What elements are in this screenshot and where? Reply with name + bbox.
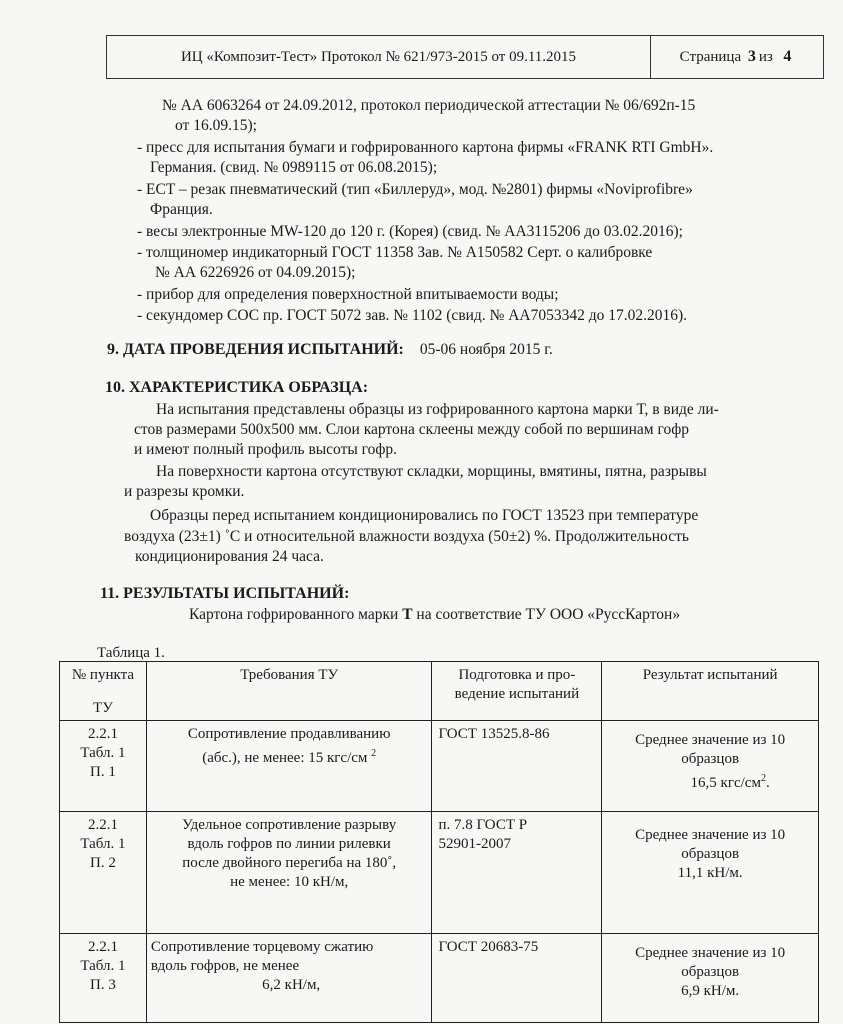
clause-line: П. 1	[90, 764, 116, 780]
result-line: образцов	[681, 964, 740, 980]
requirement-line: (абс.), не менее: 15 кгс/см	[202, 750, 368, 766]
equipment-line: № АА 6063264 от 24.09.2012, протокол периодической аттестации № 06/692п-15	[162, 97, 696, 114]
equipment-line: № АА 6226926 от 04.09.2015);	[155, 264, 356, 281]
equipment-line: - ECT – резак пневматический (тип «Биллеруд», мод. №2801) фирмы «Noviprofibre»	[137, 181, 693, 198]
clause-line: Табл. 1	[80, 958, 126, 974]
clause-line: 2.2.1	[87, 817, 118, 833]
clause-line: Табл. 1	[80, 836, 126, 852]
cell-clause	[60, 934, 147, 1023]
requirement-line: Удельное сопротивление разрыву	[182, 817, 397, 833]
table-row	[60, 934, 819, 1023]
paragraph-line: На поверхности картона отсутствуют складки, морщины, вмятины, пятна, разрывы	[156, 463, 707, 480]
header-page-number	[651, 36, 823, 78]
method-line: 52901-2007	[438, 836, 511, 852]
cell-requirement	[146, 934, 432, 1023]
requirement-line: вдоль гофров по линии рилевки	[187, 836, 391, 852]
page-total: 4	[783, 48, 792, 65]
result-line: Среднее значение из 10	[635, 732, 786, 748]
header-cell-method	[432, 662, 602, 721]
equipment-line: - весы электронные MW-120 до 120 г. (Корея) (свид. № АА3115206 до 03.02.2016);	[137, 223, 683, 240]
cell-clause	[60, 812, 147, 934]
page-header	[106, 35, 824, 79]
paragraph-line: и имеют полный профиль высоты гофр.	[134, 441, 398, 458]
test-date: 05-06 ноября 2015 г.	[419, 341, 553, 358]
equipment-line: - толщиномер индикаторный ГОСТ 11358 Зав. № А150582 Серт. о калибровке	[137, 244, 653, 261]
table-header-row	[60, 662, 819, 721]
cell-result	[602, 721, 819, 812]
requirement-line: не менее: 10 кН/м,	[230, 874, 349, 890]
result-line: Среднее значение из 10	[635, 945, 786, 961]
requirement-line: Сопротивление торцевому сжатию	[150, 939, 374, 955]
section-9	[107, 340, 553, 360]
clause-line: 2.2.1	[87, 726, 118, 742]
table-row	[60, 812, 819, 934]
table-caption: Таблица 1.	[97, 645, 165, 661]
header-method-line: Подготовка и про-	[458, 667, 576, 683]
unit-exponent: 2	[760, 773, 766, 784]
method-line: ГОСТ 20683-75	[438, 939, 539, 955]
paragraph-line: стов размерами 500х500 мм. Слои картона склеены между собой по вершинам гофр	[134, 421, 690, 438]
clause-line: П. 3	[90, 977, 116, 993]
header-method-line: ведение испытаний	[454, 686, 580, 702]
paragraph-line: На испытания представлены образцы из гофрированного картона марки Т, в виде ли-	[156, 401, 719, 418]
cell-requirement	[146, 721, 432, 812]
page-current: 3	[747, 48, 756, 65]
paragraph-line: Образцы перед испытанием кондиционировались по ГОСТ 13523 при температуре	[150, 507, 699, 524]
results-table	[59, 661, 819, 1023]
subtitle-text: на соответствие ТУ ООО «РуссКартон»	[412, 606, 681, 623]
results-subtitle	[189, 605, 680, 625]
paragraph-line: воздуха (23±1) ˚С и относительной влажности воздуха (50±2) %. Продолжительность	[124, 528, 689, 545]
result-tail: .	[765, 775, 770, 791]
cell-requirement	[146, 812, 432, 934]
clause-line: П. 2	[90, 855, 116, 871]
cell-method	[432, 721, 602, 812]
unit-exponent: 2	[371, 748, 377, 759]
page-of: из	[758, 48, 773, 65]
header-cell-requirements: Требования ТУ	[146, 662, 432, 721]
equipment-line: - пресс для испытания бумаги и гофрированного картона фирмы «FRANK RTI GmbH».	[137, 139, 714, 156]
equipment-line: - секундомер СОС пр. ГОСТ 5072 зав. № 1102 (свид. № АА7053342 до 17.02.2016).	[137, 307, 688, 324]
equipment-line: Франция.	[150, 201, 213, 218]
paragraph-line: и разрезы кромки.	[124, 483, 245, 500]
section-11-title: 11. РЕЗУЛЬТАТЫ ИСПЫТАНИЙ:	[100, 585, 350, 602]
table-row	[60, 721, 819, 812]
header-number-bottom: ТУ	[93, 700, 113, 716]
result-line: образцов	[681, 846, 740, 862]
header-protocol: ИЦ «Композит-Тест» Протокол № 621/973-2015 от 09.11.2015	[107, 36, 651, 78]
grade-mark: Т	[402, 606, 413, 623]
requirement-line: Сопротивление продавливанию	[187, 726, 391, 742]
cell-method	[432, 934, 602, 1023]
method-line: п. 7.8 ГОСТ Р	[438, 817, 528, 833]
requirement-line: после двойного перегиба на 180˚,	[182, 855, 397, 871]
header-cell-number	[60, 662, 147, 721]
result-value: 6,9 кН/м.	[681, 983, 740, 999]
requirement-line: вдоль гофров, не менее	[150, 958, 300, 974]
equipment-line: - прибор для определения поверхностной впитываемости воды;	[137, 286, 559, 303]
subtitle-text: Картона гофрированного марки	[189, 606, 403, 623]
header-number-top: № пункта	[71, 667, 134, 683]
section-9-title: 9. ДАТА ПРОВЕДЕНИЯ ИСПЫТАНИЙ:	[107, 341, 404, 358]
equipment-line: от 16.09.15);	[175, 117, 257, 134]
requirement-line: 6,2 кН/м,	[262, 977, 321, 993]
page-label: Страница	[679, 48, 742, 65]
equipment-line: Германия. (свид. № 0989115 от 06.08.2015);	[150, 159, 438, 176]
paragraph-line: кондиционирования 24 часа.	[135, 548, 324, 565]
result-value: 11,1 кН/м.	[677, 865, 743, 881]
result-value: 16,5 кгс/см	[690, 775, 761, 791]
cell-result	[602, 812, 819, 934]
header-cell-result: Результат испытаний	[602, 662, 819, 721]
cell-method	[432, 812, 602, 934]
method-line: ГОСТ 13525.8-86	[438, 726, 550, 742]
result-line: Среднее значение из 10	[635, 827, 786, 843]
result-line: образцов	[681, 751, 740, 767]
cell-result	[602, 934, 819, 1023]
cell-clause	[60, 721, 147, 812]
clause-line: Табл. 1	[80, 745, 126, 761]
clause-line: 2.2.1	[87, 939, 118, 955]
section-10-title: 10. ХАРАКТЕРИСТИКА ОБРАЗЦА:	[105, 379, 369, 396]
